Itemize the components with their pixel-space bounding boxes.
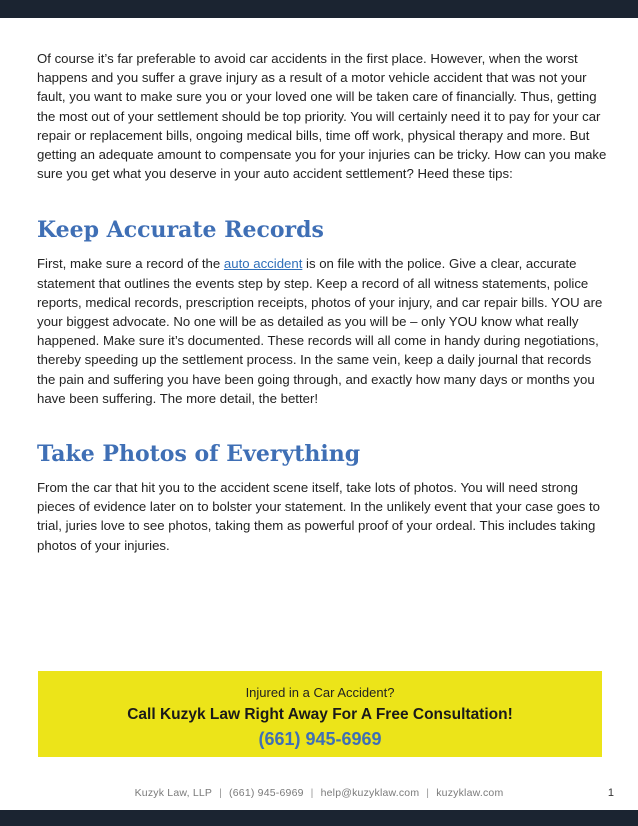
footer-separator: | bbox=[426, 787, 430, 799]
cta-subtitle: Injured in a Car Accident? bbox=[245, 685, 395, 700]
top-bar bbox=[0, 0, 638, 18]
call-to-action-box bbox=[38, 671, 602, 757]
records-paragraph bbox=[37, 254, 607, 408]
footer-separator: | bbox=[219, 787, 223, 799]
photos-paragraph: From the car that hit you to the accident scene itself, take lots of photos. You will need strong pieces of evidence later on to bolster your statement. In the unlikely event that your case goes to trial, juries love to see photos, taking them as powerful proof of your ordeal. This includes taking photos of your injuries. bbox=[37, 480, 600, 553]
footer-email[interactable]: help@kuzyklaw.com bbox=[320, 787, 420, 799]
cta-headline: Call Kuzyk Law Right Away For A Free Consultation! bbox=[127, 706, 513, 723]
footer-phone[interactable]: (661) 945-6969 bbox=[229, 787, 304, 799]
footer-website[interactable]: kuzyklaw.com bbox=[436, 787, 504, 799]
auto-accident-link[interactable]: auto accident bbox=[223, 256, 303, 272]
cta-phone-number[interactable]: (661) 945-6969 bbox=[258, 729, 382, 749]
bottom-bar bbox=[0, 810, 638, 826]
section-heading-photos: Take Photos of Everything bbox=[37, 441, 361, 468]
records-text-after: is on file with the police. Give a clear, accurate statement that outlines the events step by step. Keep a record of all witness statements, police reports, medical records, prescription receipts, photos of your injury, and car repair bills. YOU are your biggest advocate. No one will be as detailed as you will be – only YOU know what really happened. Make sure it’s documented. These records will all come in handy during negotiations, thereby speeding up the settlement process. In the same vein, keep a daily journal that records the pain and suffering you have been going through, and exactly how many days or months you have been suffering. The more detail, the better! bbox=[37, 256, 603, 406]
records-text-before: First, make sure a record of the bbox=[37, 256, 224, 272]
page-footer bbox=[0, 787, 638, 799]
footer-company: Kuzyk Law, LLP bbox=[134, 787, 213, 799]
page-number: 1 bbox=[607, 787, 614, 799]
intro-paragraph: Of course it’s far preferable to avoid car accidents in the first place. However, when the worst happens and you suffer a grave injury as a result of a motor vehicle accident that was not your fault, you want to make sure you or your loved one will be taken care of financially. Thus, getting the most out of your settlement should be top priority. You will certainly need it to pay for your car repair or replacement bills, ongoing medical bills, time off work, physical therapy and more. But getting an adequate amount to compensate you for your injuries can be tricky. How can you make sure you get what you deserve in your auto accident settlement? Heed these tips: bbox=[37, 51, 607, 182]
article-body bbox=[37, 49, 607, 555]
footer-separator: | bbox=[310, 787, 314, 799]
section-heading-records: Keep Accurate Records bbox=[37, 217, 324, 244]
